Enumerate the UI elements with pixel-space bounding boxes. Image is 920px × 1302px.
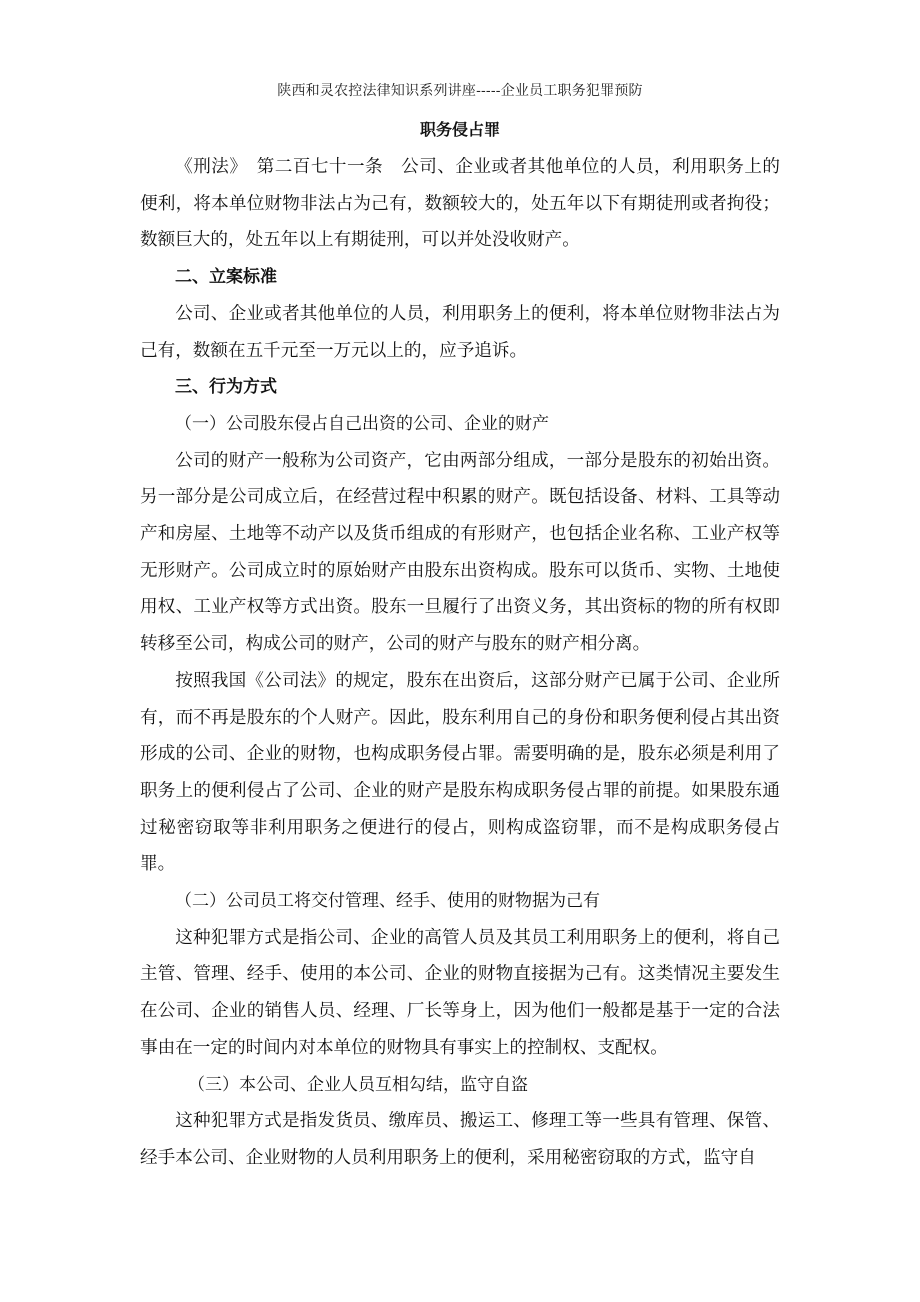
page-header: 陕西和灵农控法律知识系列讲座-----企业员工职务犯罪预防 [277, 83, 643, 99]
subheading-employee: （二）公司员工将交付管理、经手、使用的财物据为己有 [175, 891, 600, 912]
subheading-shareholder: （一）公司股东侵占自己出资的公司、企业的财产 [175, 413, 549, 434]
paragraph-article-271: 《刑法》 第二百七十一条 公司、企业或者其他单位的人员，利用职务上的便利，将本单位财物非法占为己有，数额较大的，处五年以下有期徒刑或者拘役；数额巨大的，处五年以上有期徒刑，可以并处没收财产。 [140, 157, 780, 251]
document-title: 职务侵占罪 [419, 120, 500, 139]
paragraph-collusion: 这种犯罪方式是指发货员、缴库员、搬运工、修理工等一些具有管理、保管、经手本公司、企业财物的人员利用职务上的便利，采用秘密窃取的方式，监守自 [140, 1111, 780, 1168]
document-body [140, 149, 780, 1177]
section-heading-behavior: 三、行为方式 [175, 377, 277, 398]
paragraph-employee: 这种犯罪方式是指公司、企业的高管人员及其员工利用职务上的便利，将自己主管、管理、经手、使用的本公司、企业的财物直接据为己有。这类情况主要发生在公司、企业的销售人员、经理、厂长等身上，因为他们一般都是基于一定的合法事由在一定的时间内对本单位的财物具有事实上的控制权、支配权。 [140, 927, 780, 1058]
section-heading-filing-standard: 二、立案标准 [175, 267, 277, 288]
paragraph-company-law: 按照我国《公司法》的规定，股东在出资后，这部分财产已属于公司、企业所有，而不再是股东的个人财产。因此，股东利用自己的身份和职务便利侵占其出资形成的公司、企业的财物，也构成职务侵占罪。需要明确的是，股东必须是利用了职务上的便利侵占了公司、企业的财产是股东构成职务侵占罪的前提。如果股东通过秘密窃取等非利用职务之便进行的侵占，则构成盗窃罪，而不是构成职务侵占罪。 [140, 670, 780, 875]
paragraph-company-assets: 公司的财产一般称为公司资产，它由两部分组成，一部分是股东的初始出资。另一部分是公司成立后，在经营过程中积累的财产。既包括设备、材料、工具等动产和房屋、土地等不动产以及货币组成的有形财产，也包括企业名称、工业产权等无形财产。公司成立时的原始财产由股东出资构成。股东可以货币、实物、土地使用权、工业产权等方式出资。股东一旦履行了出资义务，其出资标的物的所有权即转移至公司，构成公司的财产，公司的财产与股东的财产相分离。 [140, 450, 780, 655]
paragraph-filing-standard: 公司、企业或者其他单位的人员，利用职务上的便利，将本单位财物非法占为己有，数额在五千元至一万元以上的，应予追诉。 [140, 303, 780, 361]
subheading-collusion: （三）本公司、企业人员互相勾结，监守自盗 [188, 1074, 528, 1095]
